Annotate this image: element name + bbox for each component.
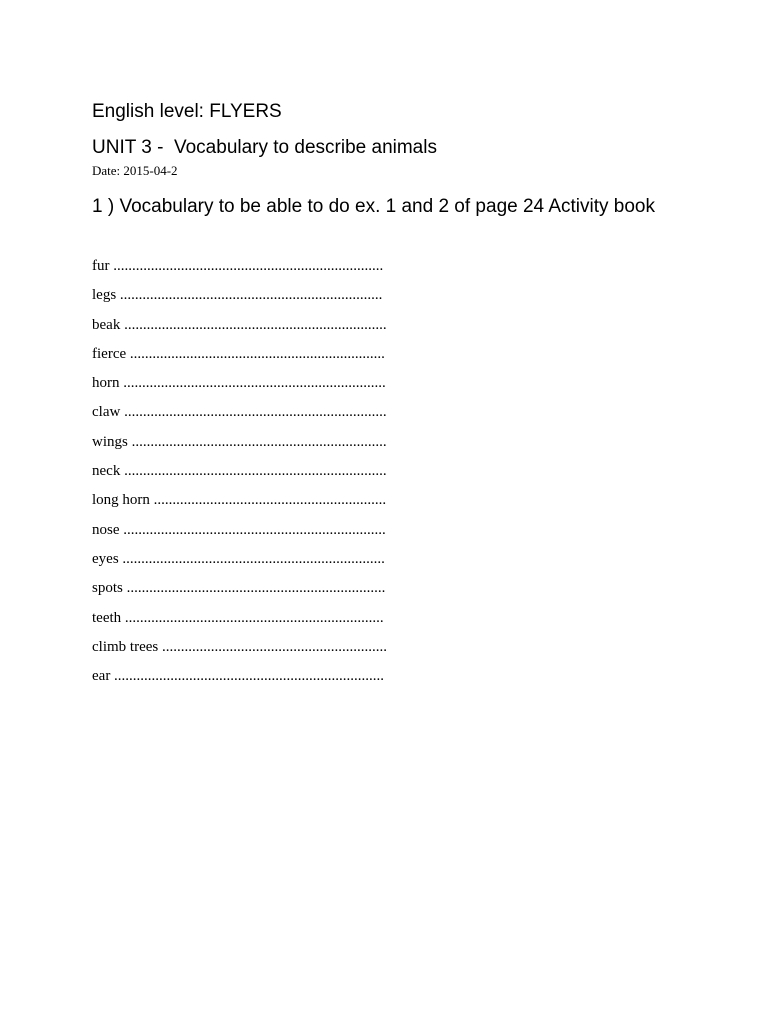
vocabulary-item: eyes ......................................................................: [92, 550, 385, 567]
date-line: Date: 2015-04-2: [92, 163, 178, 178]
exercise-title: 1 ) Vocabulary to be able to do ex. 1 and 2 of page 24 Activity book: [92, 196, 655, 217]
vocabulary-item: claw ......................................................................: [92, 404, 387, 421]
vocabulary-item: fur ........................................................................: [92, 258, 384, 274]
vocabulary-item: nose ......................................................................: [92, 521, 386, 538]
document-page: [92, 100, 692, 691]
vocabulary-item: ear ........................................................................: [92, 668, 385, 685]
vocabulary-item: beak ......................................................................: [92, 316, 387, 333]
vocabulary-list: [92, 252, 452, 691]
unit-heading: UNIT 3 - Vocabulary to describe animals: [92, 137, 437, 158]
vocabulary-item: long horn ..............................................................: [92, 492, 387, 509]
vocabulary-item: legs ......................................................................: [92, 287, 383, 304]
vocabulary-item: spots .....................................................................: [92, 580, 386, 597]
vocabulary-item: climb trees ............................................................: [92, 638, 387, 655]
vocabulary-item: horn ......................................................................: [92, 375, 386, 392]
vocabulary-item: wings ....................................................................: [92, 433, 387, 450]
english-level-heading: English level: FLYERS: [92, 101, 282, 122]
vocabulary-item: neck ......................................................................: [92, 463, 387, 480]
vocabulary-item: fierce ....................................................................: [92, 345, 385, 362]
vocabulary-item: teeth .....................................................................: [92, 609, 384, 626]
